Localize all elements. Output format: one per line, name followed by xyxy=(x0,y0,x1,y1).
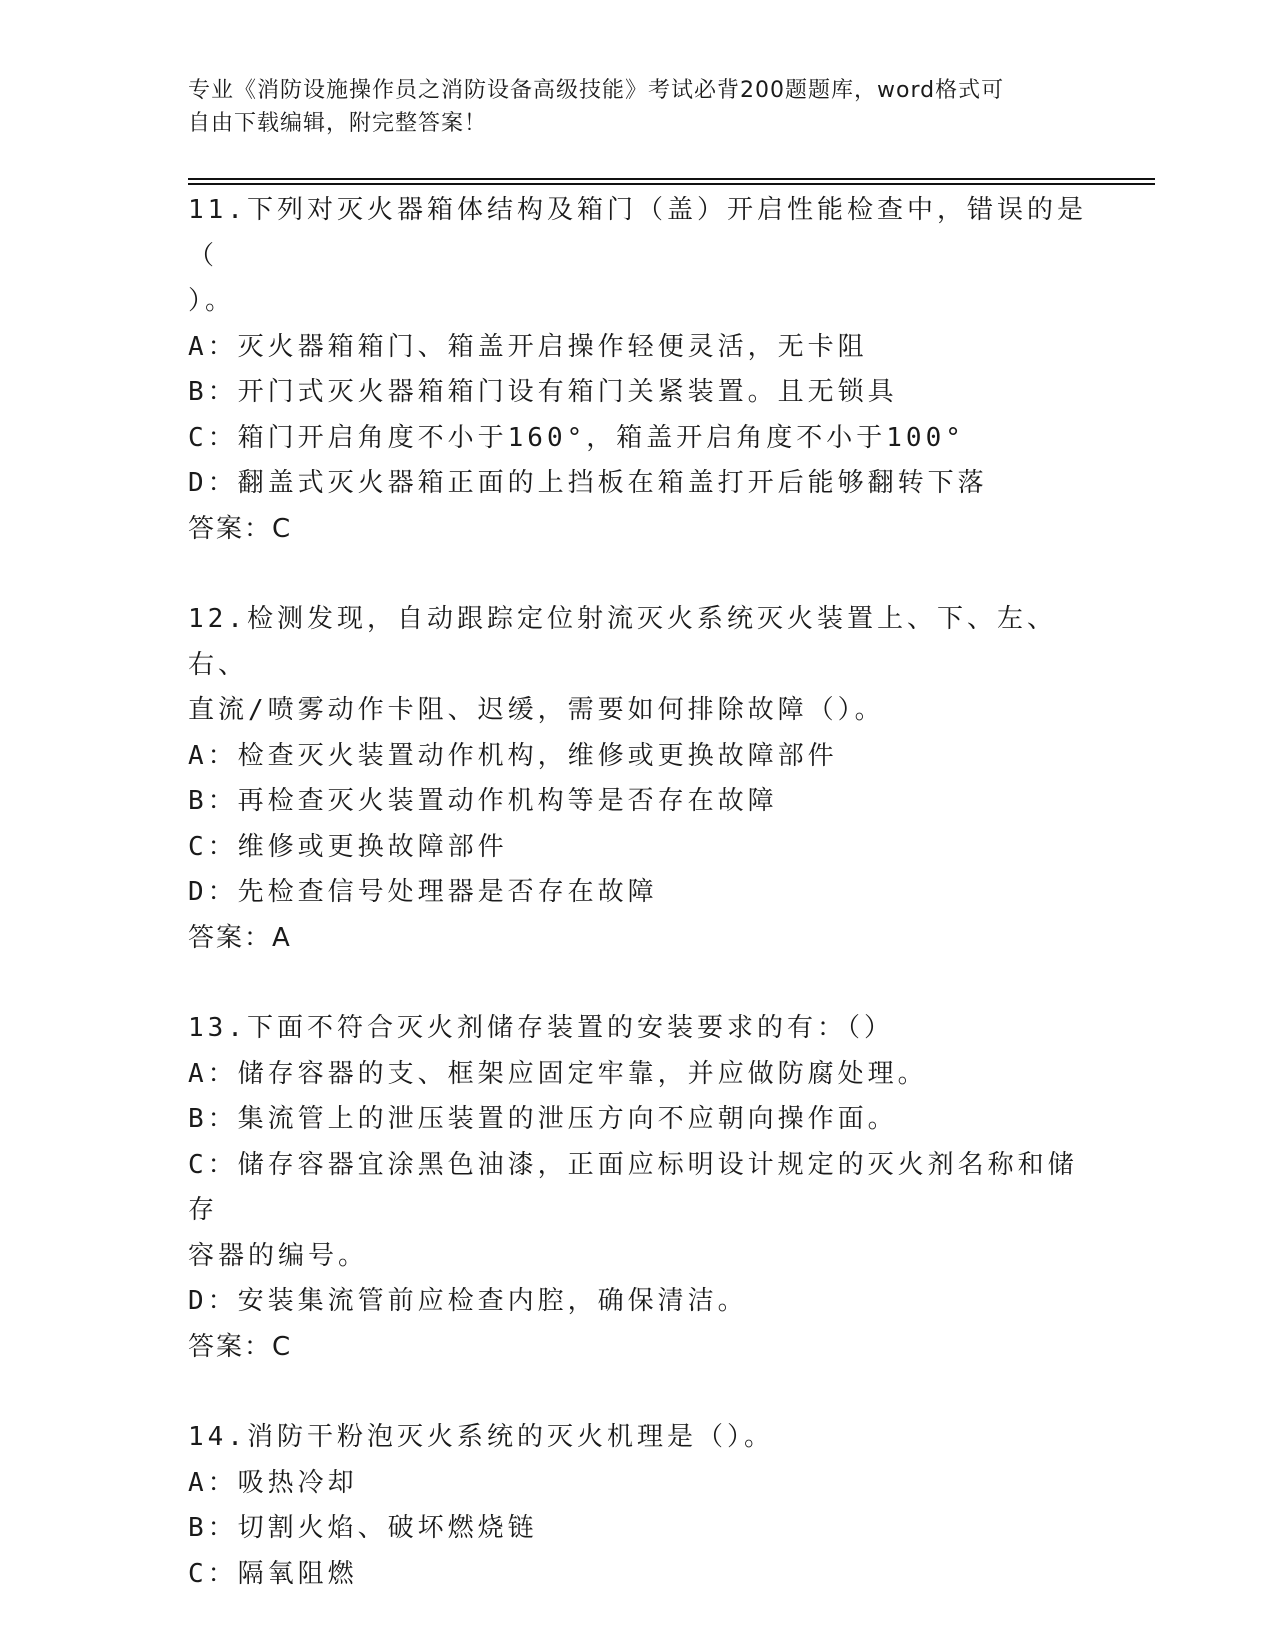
answer-option: C：储存容器宜涂黑色油漆，正面应标明设计规定的灭火剂名称和储存 容器的编号。 xyxy=(188,1149,1078,1271)
answer-option: B：再检查灭火装置动作机构等是否存在故障 xyxy=(188,786,778,816)
answer-option: C：维修或更换故障部件 xyxy=(188,831,508,862)
question-stem: 14.消防干粉泡灭火系统的灭火机理是（）。 xyxy=(188,1422,774,1452)
question-stem: ）。 xyxy=(188,286,236,316)
answer-option: A：储存容器的支、框架应固定牢靠，并应做防腐处理。 xyxy=(188,1058,928,1089)
question-stem: 13.下面不符合灭火剂储存装置的安装要求的有：（） xyxy=(188,1013,894,1043)
answer-key: 答案：C xyxy=(188,513,293,544)
answer-option: C：箱门开启角度不小于160°，箱盖开启角度不小于100° xyxy=(188,422,965,453)
question-list xyxy=(188,188,1088,1642)
header-divider-top xyxy=(188,178,1155,180)
answer-key: 答案：A xyxy=(188,922,292,953)
answer-option: B：切割火焰、破坏燃烧链 xyxy=(188,1513,538,1543)
answer-option: B：集流管上的泄压装置的泄压方向不应朝向操作面。 xyxy=(188,1104,898,1134)
document-header xyxy=(188,74,1068,140)
answer-option: D：翻盖式灭火器箱正面的上挡板在箱盖打开后能够翻转下落 xyxy=(188,468,988,498)
question-block xyxy=(188,597,1088,961)
answer-option: A：灭火器箱箱门、箱盖开启操作轻便灵活，无卡阻 xyxy=(188,331,868,362)
answer-option: C：隔氧阻燃 xyxy=(188,1558,358,1589)
answer-option: A：检查灭火装置动作机构，维修或更换故障部件 xyxy=(188,740,838,771)
question-block xyxy=(188,188,1088,552)
header-line-1: 专业《消防设施操作员之消防设备高级技能》考试必背200题题库，word格式可 xyxy=(188,78,1005,103)
answer-option: D：先检查信号处理器是否存在故障 xyxy=(188,877,658,907)
header-line-2: 自由下载编辑，附完整答案！ xyxy=(188,111,488,136)
answer-option: B：开门式灭火器箱箱门设有箱门关紧装置。且无锁具 xyxy=(188,377,898,407)
answer-option: D：安装集流管前应检查内腔，确保清洁。 xyxy=(188,1286,748,1316)
question-block xyxy=(188,1415,1088,1597)
header-divider-bottom xyxy=(188,183,1155,185)
question-block xyxy=(188,1006,1088,1370)
question-stem: 直流/喷雾动作卡阻、迟缓，需要如何排除故障（）。 xyxy=(188,695,885,725)
answer-option: A：吸热冷却 xyxy=(188,1467,358,1498)
question-stem: 11.下列对灭火器箱体结构及箱门（盖）开启性能检查中，错误的是（ xyxy=(188,195,1087,271)
answer-key: 答案：C xyxy=(188,1331,293,1362)
question-stem: 12.检测发现，自动跟踪定位射流灭火系统灭火装置上、下、左、右、 xyxy=(188,604,1057,680)
